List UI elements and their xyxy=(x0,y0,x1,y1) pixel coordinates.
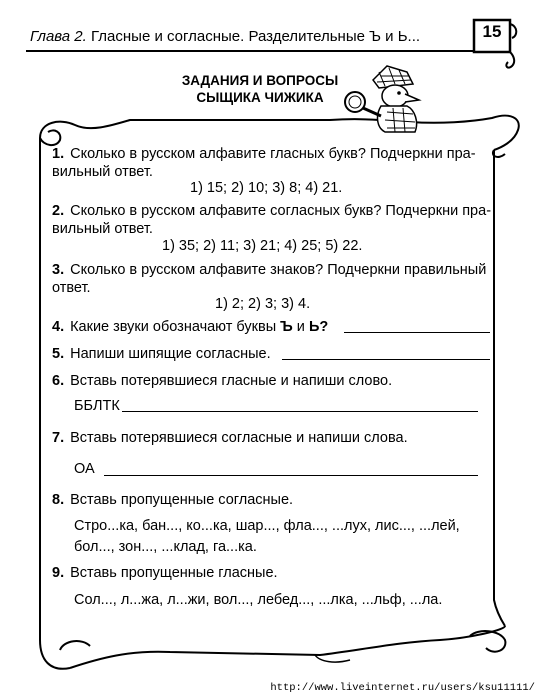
section-title-line1: ЗАДАНИЯ И ВОПРОСЫ xyxy=(181,73,339,88)
answer-line-6[interactable] xyxy=(122,411,478,412)
question-3-options: 1) 2; 2) 3; 3) 4. xyxy=(215,296,311,312)
question-4-text: Какие звуки обозначают буквы xyxy=(70,319,281,335)
question-2-text: Сколько в русском алфавите согласных букв? Подчеркни пра- xyxy=(70,203,492,219)
answer-line-4[interactable] xyxy=(344,332,490,333)
question-3-text-cont: ответ. xyxy=(52,279,91,296)
question-9-text: Вставь пропущенные гласные. xyxy=(70,565,278,581)
question-8-words-line1: Стро...ка, бан..., ко...ка, шар..., фла..., ...лух, лис..., ...лей, xyxy=(74,518,460,534)
question-3-number: 3. xyxy=(52,262,65,278)
question-8-text: Вставь пропущенные согласные. xyxy=(70,492,294,508)
question-6-number: 6. xyxy=(52,373,65,389)
question-5 xyxy=(52,346,271,364)
question-2 xyxy=(52,203,491,238)
question-7-number: 7. xyxy=(52,430,65,446)
question-1-text: Сколько в русском алфавите гласных букв? Подчеркни пра- xyxy=(70,146,476,162)
question-2-text-cont: вильный ответ. xyxy=(52,220,153,237)
question-9 xyxy=(52,565,278,583)
question-7 xyxy=(52,430,408,448)
section-title-line2: СЫЩИКА ЧИЖИКА xyxy=(196,90,324,105)
source-url: http://www.liveinternet.ru/users/ksu11111/ xyxy=(270,682,535,694)
question-1-number: 1. xyxy=(52,146,65,162)
question-4-number: 4. xyxy=(52,319,65,335)
chapter-title: Гласные и согласные. Разделительные Ъ и Ь... xyxy=(91,28,421,45)
question-4 xyxy=(52,319,328,337)
question-8 xyxy=(52,492,293,510)
detective-icon xyxy=(335,62,430,137)
question-1-text-cont: вильный ответ. xyxy=(52,163,153,180)
question-5-number: 5. xyxy=(52,346,65,362)
answer-line-5[interactable] xyxy=(282,359,490,360)
question-9-number: 9. xyxy=(52,565,65,581)
question-8-number: 8. xyxy=(52,492,65,508)
question-6-text: Вставь потерявшиеся гласные и напиши слово. xyxy=(70,373,393,389)
question-2-number: 2. xyxy=(52,203,65,219)
question-6 xyxy=(52,373,392,391)
soft-sign-letter: Ь? xyxy=(308,319,329,335)
question-7-word: ОА xyxy=(74,461,95,477)
chapter-label: Глава 2. xyxy=(30,28,87,45)
question-3-text: Сколько в русском алфавите знаков? Подчеркни правильный xyxy=(70,262,487,278)
page-number: 15 xyxy=(482,22,502,41)
question-1 xyxy=(52,146,476,181)
question-2-options: 1) 35; 2) 11; 3) 21; 4) 25; 5) 22. xyxy=(162,238,363,254)
question-8-words-line2: бол..., зон..., ...клад, га...ка. xyxy=(74,539,257,555)
question-6-word: ББЛТК xyxy=(74,398,120,414)
hard-sign-letter: Ъ xyxy=(280,319,293,335)
answer-line-7[interactable] xyxy=(104,475,478,476)
question-5-text: Напиши шипящие согласные. xyxy=(70,346,271,362)
question-1-options: 1) 15; 2) 10; 3) 8; 4) 21. xyxy=(190,180,343,196)
question-4-conj: и xyxy=(292,319,309,335)
question-9-words: Сол..., л...жа, л...жи, вол..., лебед..., ...лка, ...льф, ...ла. xyxy=(74,592,443,608)
question-7-text: Вставь потерявшиеся согласные и напиши слова. xyxy=(70,430,408,446)
question-3 xyxy=(52,262,486,297)
